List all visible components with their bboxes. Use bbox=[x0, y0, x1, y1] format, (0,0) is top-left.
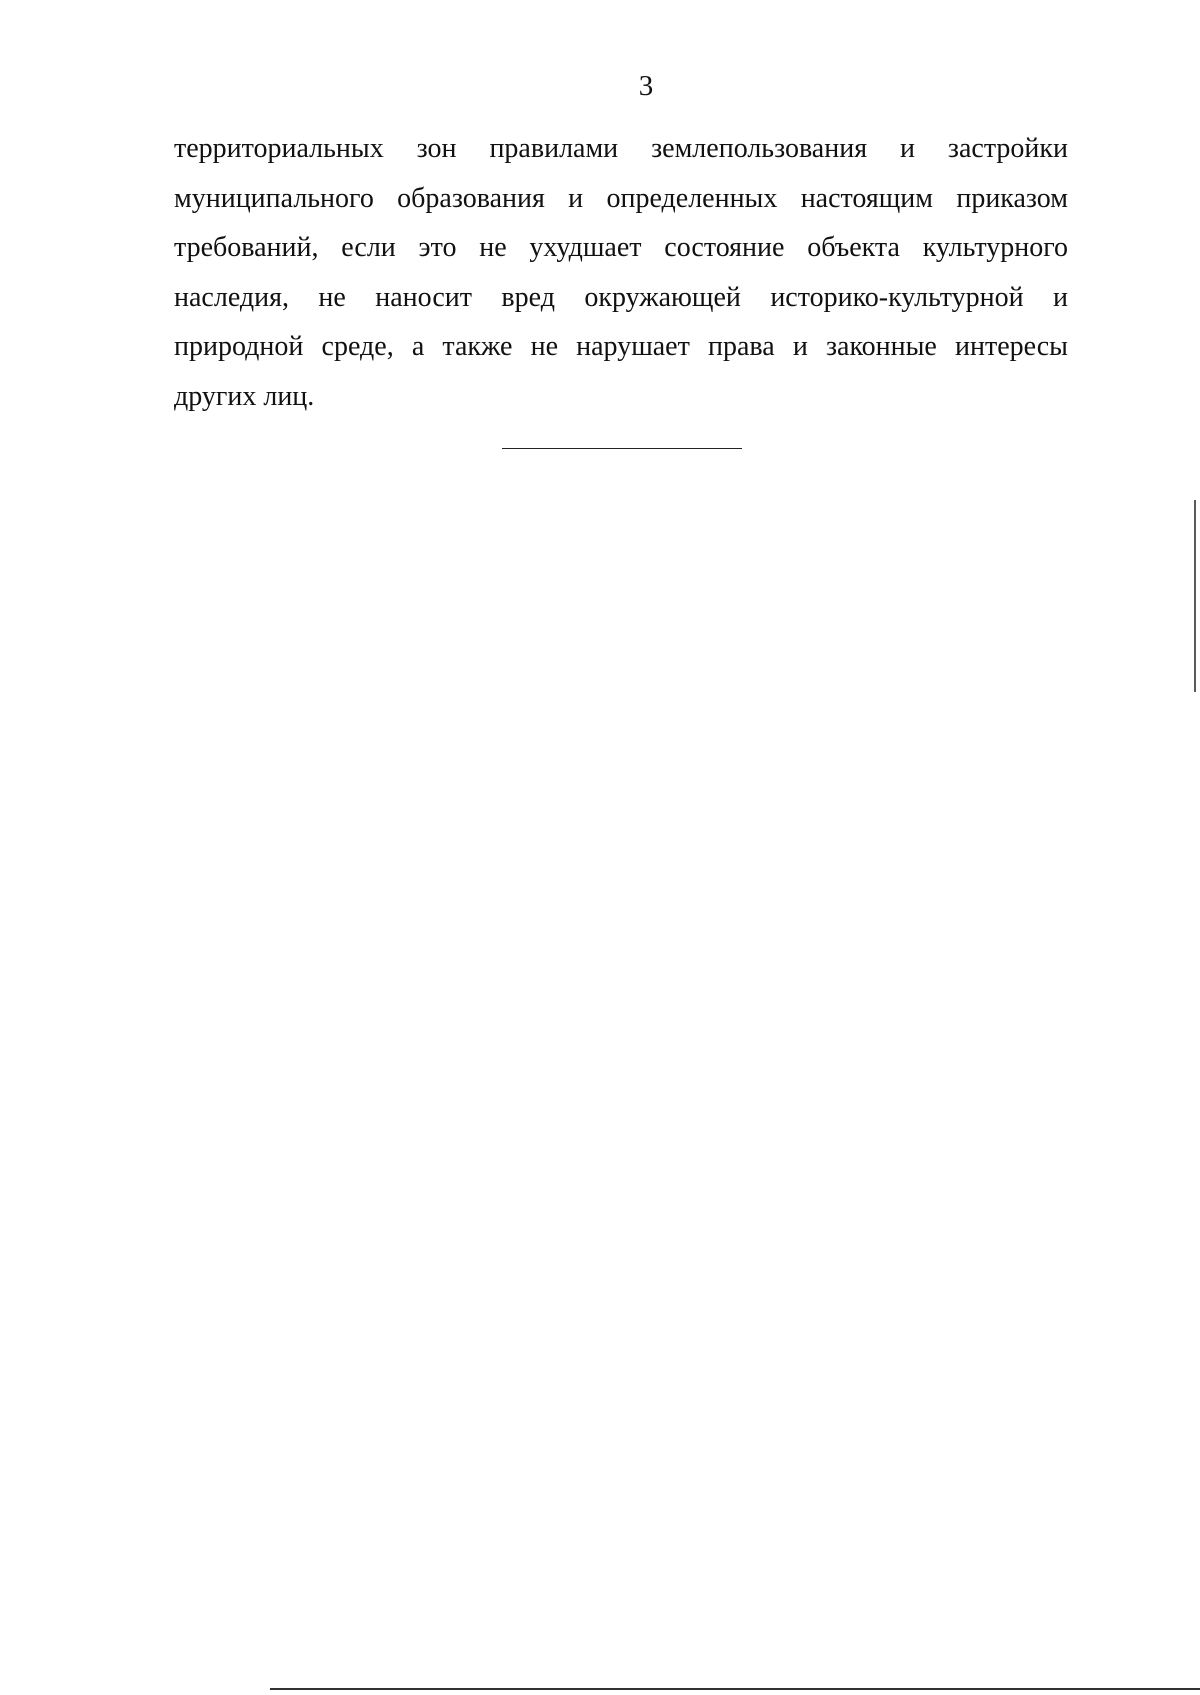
paragraph-line: других лиц. bbox=[174, 380, 315, 412]
paragraph-line: муниципального образования и определенных настоящим приказом bbox=[174, 182, 1068, 214]
paragraph-line: наследия, не наносит вред окружающей историко-культурной и bbox=[174, 281, 1068, 313]
paragraph-line: природной среде, а также не нарушает права и законные интересы bbox=[174, 331, 1068, 362]
end-separator-line bbox=[502, 448, 742, 449]
page-number: 3 bbox=[638, 70, 654, 102]
body-paragraph bbox=[174, 124, 1068, 421]
scan-edge-mark-right bbox=[1194, 500, 1196, 692]
paragraph-line: территориальных зон правилами землепользования и застройки bbox=[174, 133, 1068, 164]
scan-edge-mark-bottom bbox=[270, 1688, 1200, 1690]
paragraph-line: требований, если это не ухудшает состояние объекта культурного bbox=[174, 232, 1068, 263]
